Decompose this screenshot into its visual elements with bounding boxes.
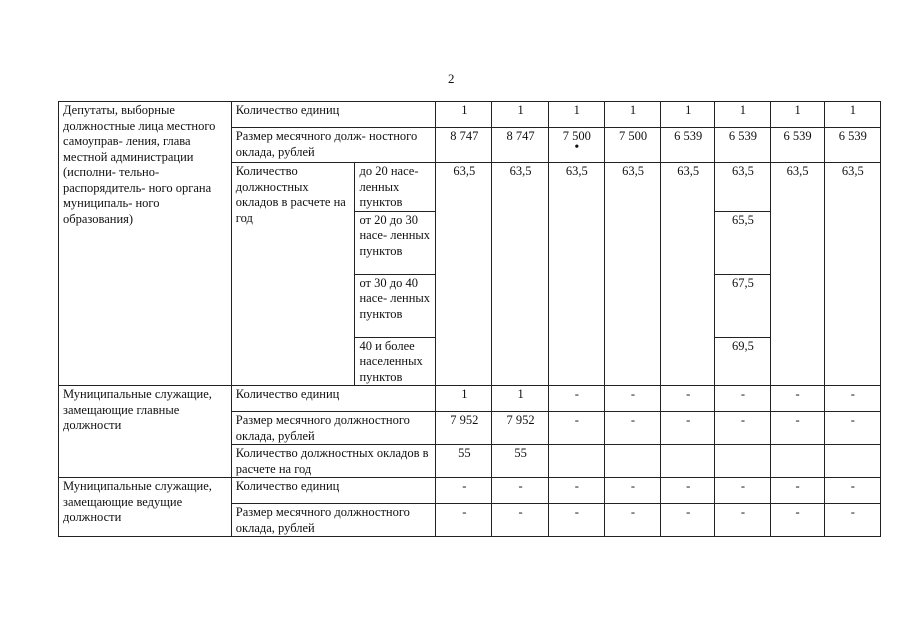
value-cell: -	[492, 478, 548, 504]
value-cell: -	[661, 386, 715, 412]
row-label: Размер месячного должностного оклада, рублей	[231, 504, 435, 537]
value-cell: 6 539	[824, 128, 880, 163]
value-cell: -	[824, 504, 880, 537]
table-row	[59, 386, 881, 412]
table-row	[59, 478, 881, 504]
value-cell: -	[715, 504, 770, 537]
value-cell: -	[824, 412, 880, 445]
value-cell: 63,5	[492, 163, 548, 386]
value-cell: 8 747	[436, 128, 492, 163]
value-cell: -	[661, 478, 715, 504]
value-cell	[548, 128, 604, 163]
value-cell: 1	[492, 102, 548, 128]
value-cell: 65,5	[715, 211, 770, 274]
value-cell: -	[661, 412, 715, 445]
row-label: Количество единиц	[231, 102, 435, 128]
value-cell: -	[604, 504, 660, 537]
value-cell: 1	[604, 102, 660, 128]
value-cell: -	[661, 504, 715, 537]
value-cell: -	[715, 412, 770, 445]
value-cell: 7 500	[604, 128, 660, 163]
value-cell: 63,5	[715, 163, 770, 212]
value-cell: 1	[492, 386, 548, 412]
row-label: Количество единиц	[231, 386, 435, 412]
value-cell: -	[548, 412, 604, 445]
value-cell: 55	[492, 445, 548, 478]
dot-mark: •	[574, 139, 580, 155]
table-row	[59, 102, 881, 128]
value-cell: 7 952	[492, 412, 548, 445]
value-cell: 1	[436, 386, 492, 412]
sub-row-label: 40 и более населенных пунктов	[355, 337, 436, 386]
value-cell	[604, 445, 660, 478]
value-cell: -	[436, 504, 492, 537]
value-cell: 6 539	[715, 128, 770, 163]
value-cell: -	[604, 478, 660, 504]
value-cell: 6 539	[770, 128, 824, 163]
value-cell: -	[715, 478, 770, 504]
value-cell	[770, 445, 824, 478]
category-cell: Муниципальные служащие, замещающие ведущие должности	[59, 478, 232, 537]
value-cell: -	[770, 386, 824, 412]
value-cell: 63,5	[770, 163, 824, 386]
value-cell: -	[604, 412, 660, 445]
value-cell: -	[824, 386, 880, 412]
value-cell: 6 539	[661, 128, 715, 163]
value-cell: 63,5	[661, 163, 715, 386]
value-cell: -	[770, 478, 824, 504]
value-cell: 1	[824, 102, 880, 128]
row-label: Количество единиц	[231, 478, 435, 504]
value-cell: -	[715, 386, 770, 412]
value-cell: 1	[770, 102, 824, 128]
row-label: Размер месячного долж- ностного оклада, рублей	[231, 128, 435, 163]
value-cell: 69,5	[715, 337, 770, 386]
value-cell: 63,5	[548, 163, 604, 386]
value-cell: 63,5	[436, 163, 492, 386]
value-cell: 67,5	[715, 274, 770, 337]
value-cell	[548, 445, 604, 478]
value-cell: 1	[548, 102, 604, 128]
value-cell: 63,5	[824, 163, 880, 386]
category-cell: Депутаты, выборные должностные лица местного самоуправ- ления, глава местной администрации (исполни- тельно-распорядитель- ного органа муниципаль- ного образования)	[59, 102, 232, 386]
value-cell: 63,5	[604, 163, 660, 386]
salary-table	[58, 101, 881, 537]
value-cell	[661, 445, 715, 478]
page-number: 2	[448, 71, 455, 86]
sub-row-label: до 20 насе- ленных пунктов	[355, 163, 436, 212]
sub-row-label: от 30 до 40 насе- ленных пунктов	[355, 274, 436, 337]
value-cell: -	[824, 478, 880, 504]
value-cell: -	[548, 386, 604, 412]
row-label: Количество должностных окладов в расчете на год	[231, 163, 355, 386]
value-cell: -	[770, 504, 824, 537]
value-cell: 55	[436, 445, 492, 478]
row-label: Количество должностных окладов в расчете на год	[231, 445, 435, 478]
value-cell: 8 747	[492, 128, 548, 163]
category-cell: Муниципальные служащие, замещающие главные должности	[59, 386, 232, 478]
row-label: Размер месячного должностного оклада, рублей	[231, 412, 435, 445]
value-cell: -	[770, 412, 824, 445]
value-cell: -	[604, 386, 660, 412]
value-cell: -	[436, 478, 492, 504]
value-text: 7 500	[562, 129, 591, 143]
value-cell: -	[492, 504, 548, 537]
value-cell: 1	[436, 102, 492, 128]
value-cell: -	[548, 478, 604, 504]
value-cell: 7 952	[436, 412, 492, 445]
value-cell	[715, 445, 770, 478]
value-cell: -	[548, 504, 604, 537]
sub-row-label: от 20 до 30 насе- ленных пунктов	[355, 211, 436, 274]
value-cell	[824, 445, 880, 478]
value-cell: 1	[715, 102, 770, 128]
value-cell: 1	[661, 102, 715, 128]
